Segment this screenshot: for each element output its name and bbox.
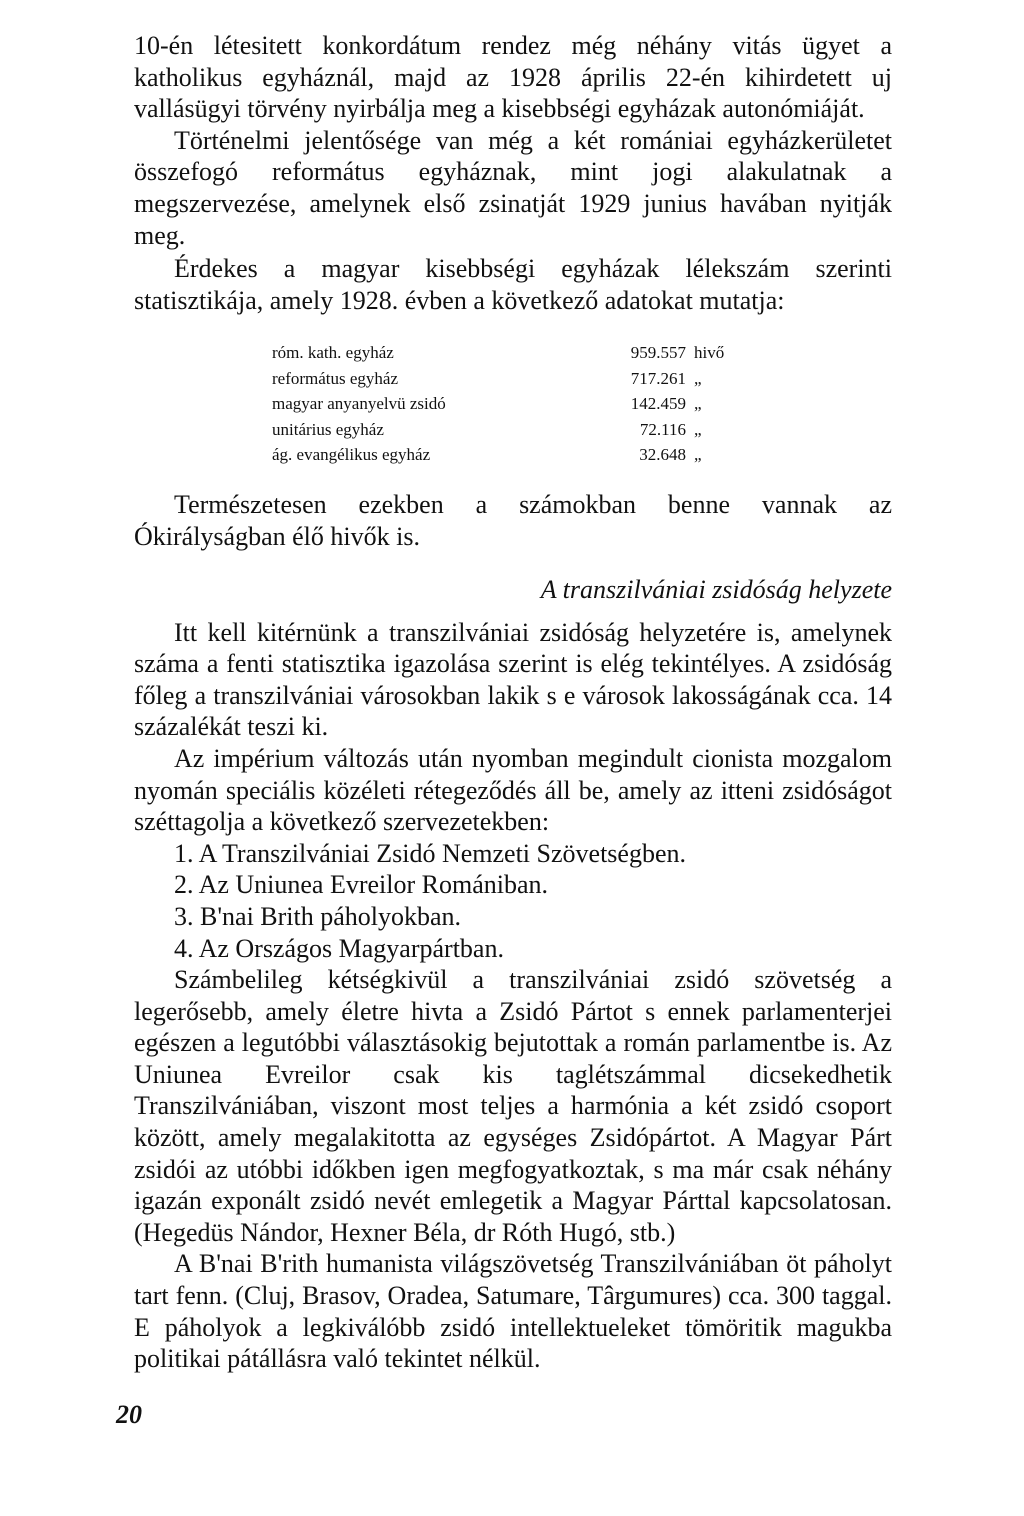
list-item: 1. A Transzilvániai Zsidó Nemzeti Szövetségben. — [174, 838, 686, 868]
stat-unit: „ — [694, 394, 702, 414]
stat-count: 959.557 — [630, 343, 686, 363]
stat-count: 72.116 — [639, 419, 686, 439]
page-number: 20 — [116, 1400, 142, 1429]
list-item: 4. Az Országos Magyarpártban. — [174, 933, 504, 963]
paragraph-statistics-intro: Érdekes a magyar kisebbségi egyházak lélekszám szerinti statisztikája, amely 1928. évben a következő adatokat mutatja: — [134, 254, 892, 315]
section-heading: A transzilvániai zsidóság helyzete — [540, 574, 892, 604]
paragraph-bnai-brith: A B'nai B'rith humanista világszövetség Transzilvániában öt páholyt tart fenn. (Cluj, Brasov, Oradea, Satumare, Târgumures) cca. 300 taggal. E páholyok a legkiválóbb zsidó intellektueleket tömöritik magukba politikai pátállásra való tekintet nélkül. — [134, 1249, 892, 1374]
stat-unit: „ — [694, 444, 702, 464]
page-body — [134, 30, 892, 1375]
stat-count: 32.648 — [639, 444, 686, 464]
stat-row — [272, 417, 772, 442]
organizations-list — [134, 838, 892, 964]
stat-count: 717.261 — [630, 368, 686, 388]
paragraph-old-kingdom-note: Természetesen ezekben a számokban benne vannak az Ókirályságban élő hivők is. — [134, 490, 892, 551]
stat-row — [272, 366, 772, 391]
stat-church-name: ág. evangélikus egyház — [272, 444, 431, 464]
stat-row — [272, 391, 772, 416]
stat-church-name: református egyház — [272, 368, 399, 388]
list-item: 2. Az Uniunea Evreilor Romániban. — [174, 870, 549, 900]
paragraph-jewish-federation: Számbelileg kétségkivül a transzilvániai zsidó szövetség a legerősebb, amely életre hivta a Zsidó Pártot s ennek parlamenterjei egészen a legutóbbi választásokig bejutottak a román parlamentbe is. Az Uniunea Evreilor csak kis taglétszámmal dicsekedhetik Transzilvániában, viszont most teljes a harmónia a két zsidó csoport között, amely megalakitotta az egységes Zsidópártot. A Magyar Párt zsidói az utóbbi időkben igen megfogyatkoztak, s ma már csak néhány igazán exponált zsidó nevét emlegetik a Magyar Párttal kapcsolatosan. (Hegedüs Nándor, Hexner Béla, dr Róth Hugó, stb.) — [134, 965, 892, 1247]
stat-church-name: unitárius egyház — [272, 419, 384, 439]
list-item: 3. B'nai Brith páholyokban. — [174, 901, 462, 931]
paragraph-jewish-population: Itt kell kitérnünk a transzilvániai zsidóság helyzetére is, amelynek száma a fenti statisztika igazolása szerint is elég tekintélyes. A zsidóság főleg a transzilvániai városokban lakik s e városok lakosságának cca. 14 százalékát teszi ki. — [134, 617, 892, 742]
stat-row — [272, 340, 772, 365]
paragraph-zionist-movement: Az impérium változás után nyomban megindult cionista mozgalom nyomán speciális közéleti rétegeződés áll be, amely az itteni zsidóságot széttagolja a következő szervezetekben: — [134, 743, 892, 837]
paragraph-concordat: 10-én létesitett konkordátum rendez még néhány vitás ügyet a katholikus egyháznál, majd az 1928 április 22-én kihirdetett uj vallásügyi törvény nyirbálja meg a kisebbségi egyházak autonómiáját. — [134, 31, 892, 124]
church-statistics-table — [272, 340, 772, 467]
stat-unit: hivő — [694, 343, 725, 363]
stat-unit: „ — [694, 368, 702, 388]
stat-row — [272, 442, 772, 467]
stat-unit: „ — [694, 419, 702, 439]
paragraph-reformed-church: Történelmi jelentősége van még a két romániai egyházkerületet összefogó református egyháznak, mint jogi alakulatnak a megszervezése, amelynek első zsinatját 1929 junius havában nyitják meg. — [134, 125, 892, 250]
stat-church-name: róm. kath. egyház — [272, 343, 394, 363]
stat-church-name: magyar anyanyelvü zsidó — [272, 394, 446, 414]
stat-count: 142.459 — [630, 394, 686, 414]
